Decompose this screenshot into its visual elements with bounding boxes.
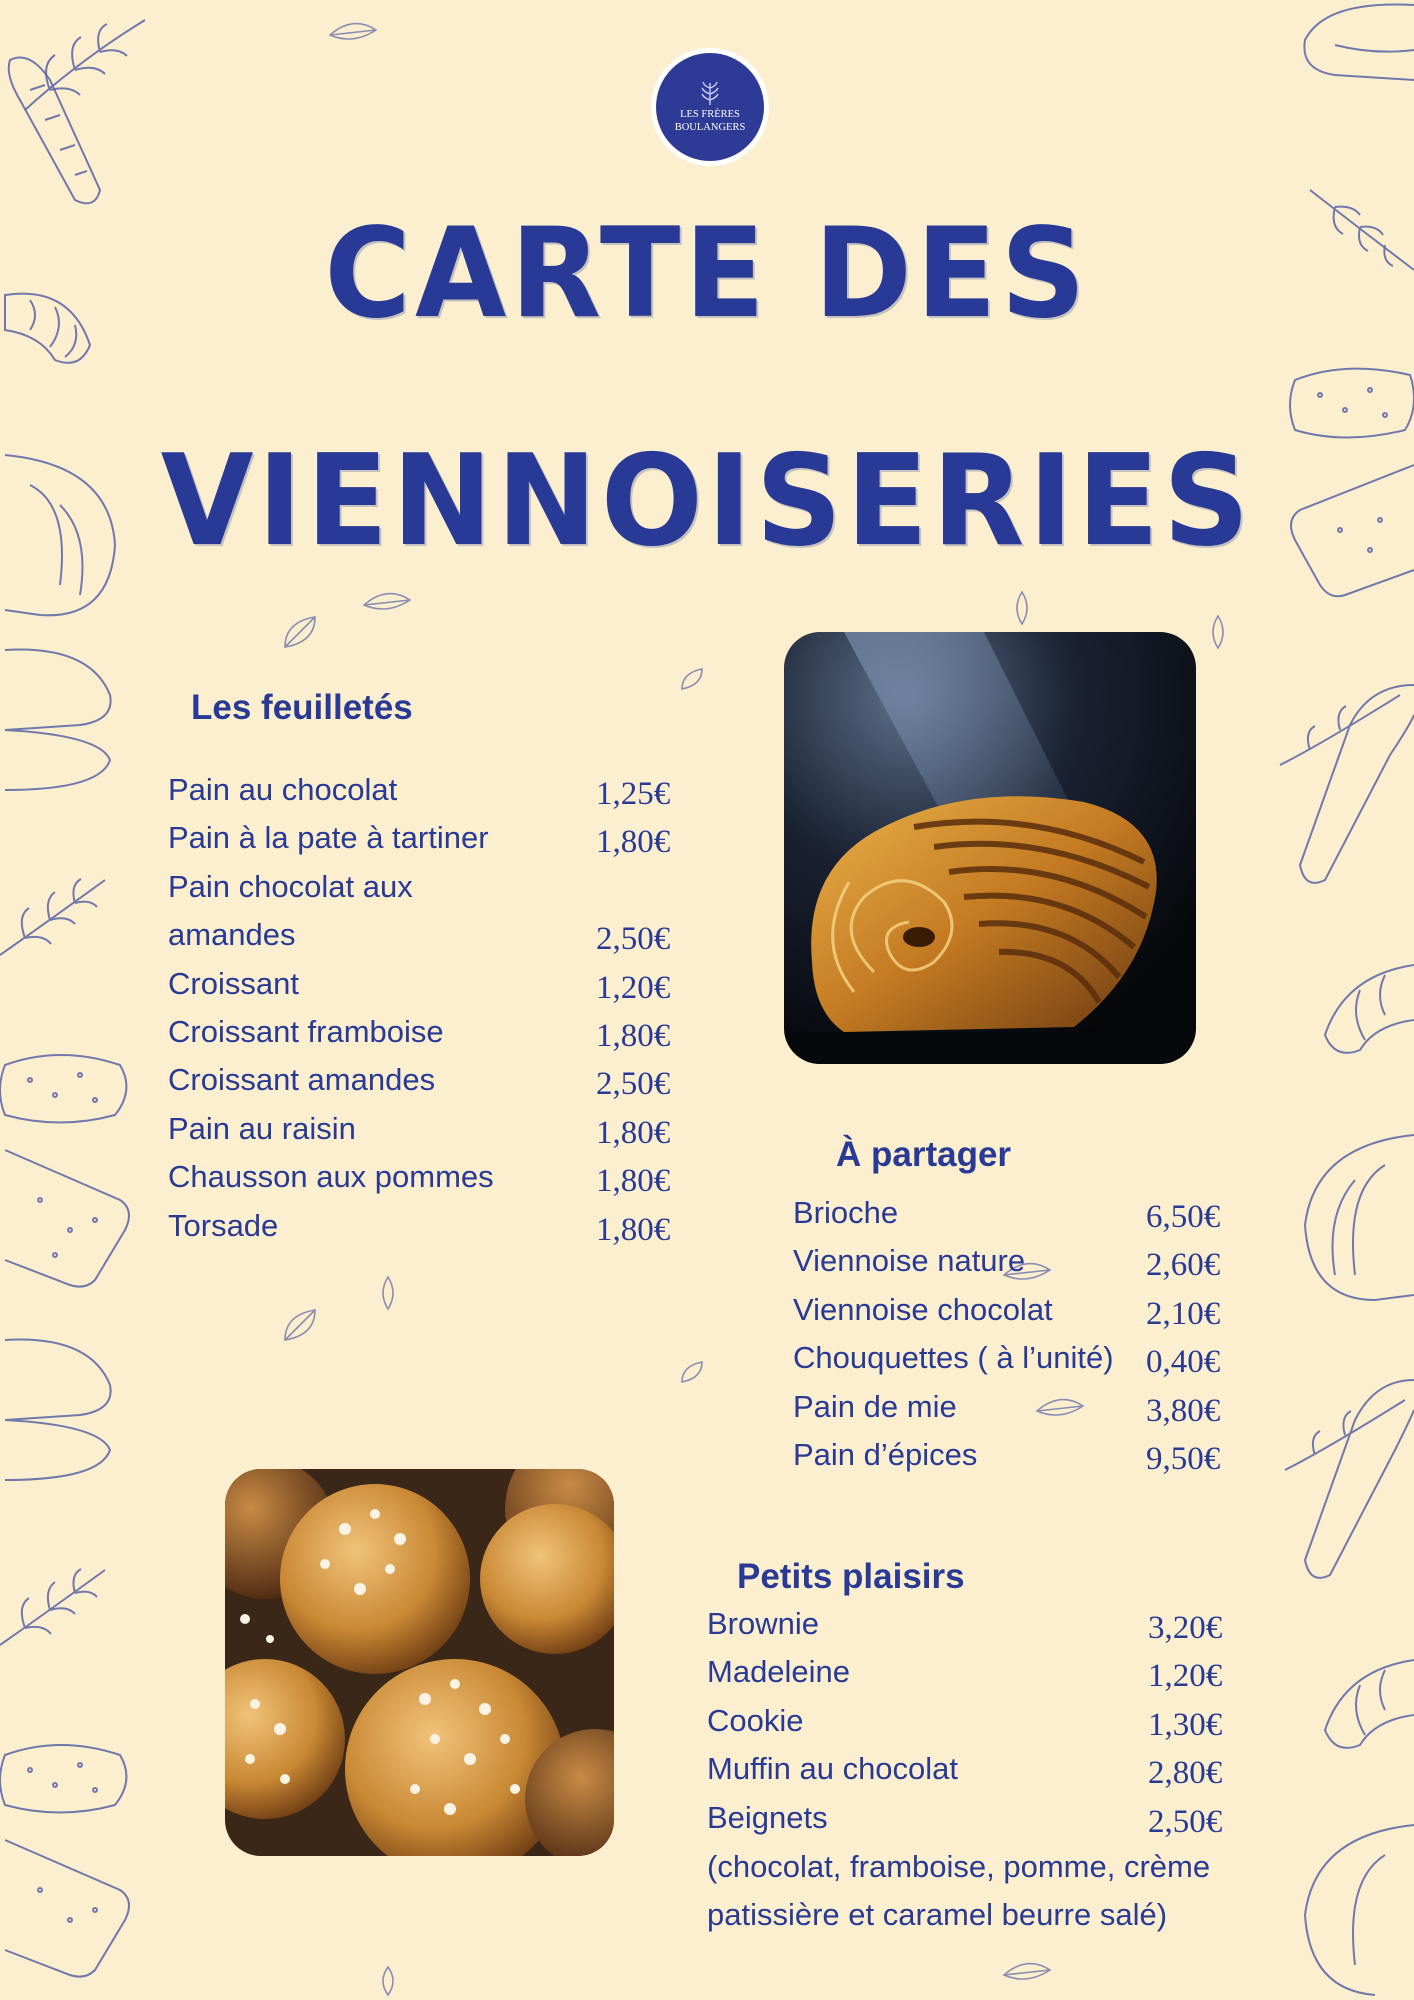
menu-item-name: Chouquettes ( à l’unité): [793, 1340, 1114, 1376]
menu-item: [793, 1290, 1241, 1338]
wheat-icon: [0, 1560, 110, 1650]
section-title-plaisirs: Petits plaisirs: [737, 1557, 965, 1596]
leaf-icon: [678, 665, 706, 693]
menu-item-name: Brownie: [707, 1606, 819, 1641]
chouquettes-photo: [225, 1469, 614, 1856]
menu-item: [168, 818, 688, 866]
menu-item-price: 1,80€: [596, 1017, 671, 1054]
bun-icon: [0, 640, 120, 800]
menu-item: [168, 915, 688, 963]
leaf-icon: [1012, 590, 1032, 626]
leaf-icon: [328, 20, 378, 45]
menu-item: [168, 1012, 688, 1060]
menu-item-price: 1,80€: [596, 1114, 671, 1151]
menu-item-name: Pain de mie: [793, 1388, 957, 1424]
page-title-line2: VIENNOISERIES: [160, 428, 1254, 575]
menu-item-price: 9,50€: [1146, 1440, 1221, 1477]
menu-item: [168, 1157, 688, 1205]
cookie-icon: [0, 1045, 130, 1125]
menu-item: [168, 1109, 688, 1157]
menu-item: [168, 1206, 688, 1254]
menu-item: [707, 1652, 1242, 1700]
menu-item-name: Croissant: [168, 965, 299, 1001]
menu-item-price: 1,80€: [596, 824, 671, 861]
menu-item-price: 2,80€: [1148, 1755, 1223, 1792]
menu-item-price: 2,50€: [596, 921, 671, 958]
leaf-icon: [378, 1965, 398, 1997]
menu-item-price: 2,50€: [596, 1066, 671, 1103]
menu-item: [168, 770, 688, 818]
leaf-icon: [280, 1305, 320, 1345]
menu-item-price: 1,80€: [596, 1211, 671, 1248]
menu-item: [707, 1701, 1242, 1749]
menu-item-name: Cookie: [707, 1702, 804, 1738]
logo-text-line1: LES FRÈRES: [680, 109, 740, 120]
menu-item-name: Viennoise chocolat: [793, 1291, 1053, 1327]
menu-list-partager: [793, 1193, 1241, 1483]
menu-item: [707, 1798, 1242, 1846]
croissant-icon: [1315, 955, 1414, 1065]
menu-item: [168, 867, 688, 915]
menu-item-name: Chausson aux pommes: [168, 1159, 494, 1195]
menu-item-price: 1,20€: [596, 969, 671, 1006]
menu-item-price: 1,80€: [596, 1163, 671, 1200]
menu-item-name: Pain au raisin: [168, 1110, 356, 1146]
bread-loaf-icon: [1295, 1815, 1414, 2000]
menu-item-name: Pain à la pate à tartiner: [168, 820, 489, 856]
baguette-icon: [0, 40, 110, 210]
menu-item-name: amandes: [168, 917, 296, 953]
menu-item-name: Pain d’épices: [793, 1436, 978, 1472]
bread-loaf-icon: [1295, 1125, 1414, 1315]
leaf-icon: [1208, 614, 1228, 650]
menu-item-price: 0,40€: [1146, 1344, 1221, 1381]
logo-badge: [656, 53, 764, 161]
menu-item-price: 2,10€: [1146, 1295, 1221, 1332]
cookie-icon: [0, 1735, 130, 1815]
menu-item-price: 1,25€: [596, 776, 671, 812]
menu-item-name: Pain au chocolat: [168, 772, 398, 807]
menu-item: [793, 1338, 1241, 1386]
baguette-icon: [1275, 1360, 1414, 1590]
menu-item: [707, 1749, 1242, 1797]
wheat-logo-icon: [695, 80, 725, 106]
menu-item-name: Croissant framboise: [168, 1013, 444, 1049]
menu-item-price: 3,80€: [1146, 1392, 1221, 1429]
menu-item-name: Muffin au chocolat: [707, 1751, 959, 1787]
menu-item-name: Croissant amandes: [168, 1062, 436, 1098]
menu-item: [168, 1060, 688, 1108]
section-title-feuilletes: Les feuilletés: [191, 688, 413, 727]
toast-slice-icon: [0, 1830, 135, 1990]
menu-item-price: 2,60€: [1146, 1247, 1221, 1284]
bun-icon: [1295, 0, 1414, 110]
beignets-flavours-line2: patissière et caramel beurre salé): [707, 1897, 1168, 1932]
menu-item: [793, 1387, 1241, 1435]
menu-item: [707, 1604, 1242, 1652]
leaf-icon: [678, 1358, 706, 1386]
menu-item-name: Beignets: [707, 1799, 828, 1835]
menu-item-price: 1,30€: [1148, 1706, 1223, 1743]
menu-item-name: Brioche: [793, 1195, 899, 1230]
menu-list-plaisirs: [707, 1604, 1242, 1846]
leaf-icon: [280, 612, 320, 652]
page-title-line1: CARTE DES: [324, 200, 1090, 346]
leaf-icon: [378, 1275, 398, 1311]
menu-item-name: Pain chocolat aux: [168, 868, 413, 904]
menu-item-price: 2,50€: [1148, 1803, 1223, 1840]
leaf-icon: [362, 590, 412, 615]
toast-slice-icon: [0, 1140, 135, 1290]
logo-text-line2: BOULANGERS: [674, 122, 746, 133]
menu-list-feuilletes: [168, 770, 688, 1254]
menu-item-name: Torsade: [168, 1207, 279, 1243]
wheat-icon: [0, 870, 110, 960]
baguette-icon: [1270, 665, 1414, 895]
menu-item-name: Viennoise nature: [793, 1243, 1026, 1279]
pain-au-chocolat-photo: [784, 632, 1196, 1064]
bun-icon: [0, 1330, 120, 1490]
menu-item: [793, 1241, 1241, 1289]
menu-item-price: 1,20€: [1148, 1658, 1223, 1695]
brand-logo: [651, 48, 769, 166]
menu-item: [168, 964, 688, 1012]
beignets-flavours-line1: (chocolat, framboise, pomme, crème: [707, 1849, 1211, 1884]
menu-item-price: 6,50€: [1146, 1199, 1221, 1235]
beignets-flavours-note: [707, 1843, 1267, 1939]
croissant-icon: [1315, 1650, 1414, 1760]
menu-item: [793, 1193, 1241, 1241]
menu-item-price: 3,20€: [1148, 1610, 1223, 1646]
section-title-partager: À partager: [836, 1135, 1012, 1174]
menu-item-name: Madeleine: [707, 1654, 851, 1690]
menu-item: [793, 1435, 1241, 1483]
leaf-icon: [1002, 1960, 1052, 1985]
